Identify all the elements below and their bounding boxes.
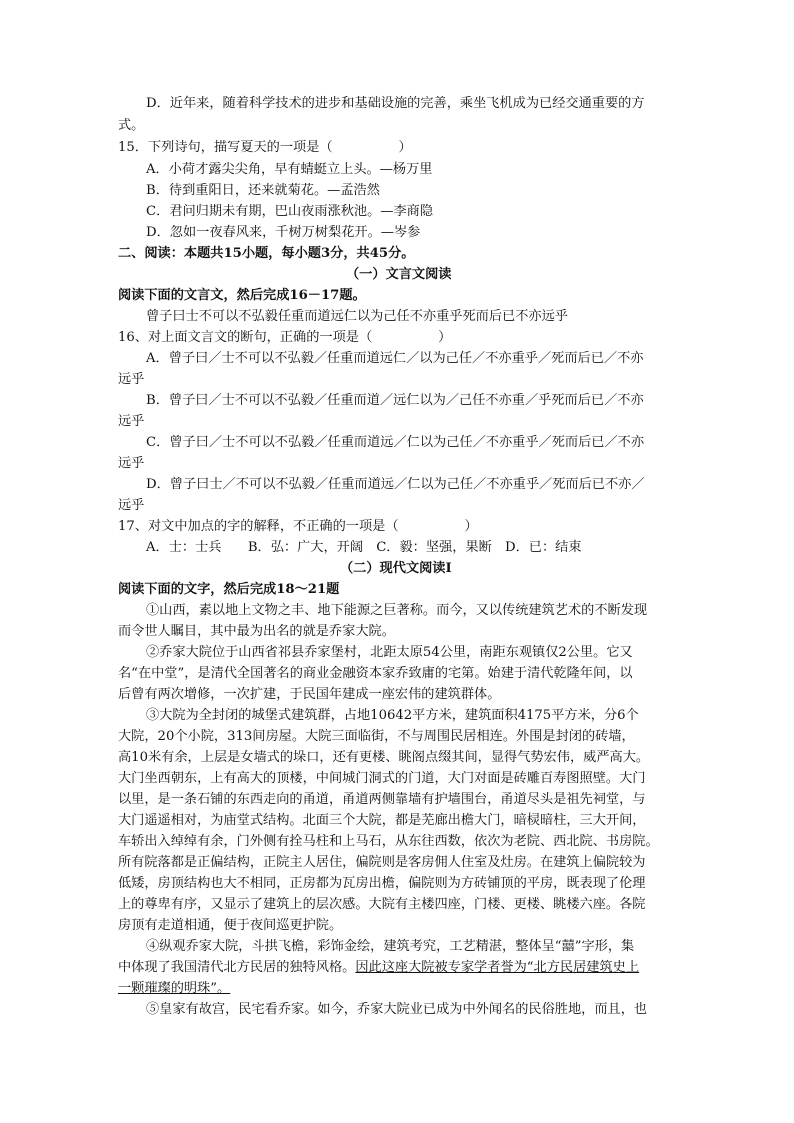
para3-line11: 房顶有走道相通，便于夜间巡更护院。 <box>118 918 343 933</box>
para2-line2: 名“在中堂”，是清代全国著名的商业金融资本家乔致庸的宅第。始建于清代乾隆年间，以 <box>118 666 633 681</box>
para3-line2: 大院，20个小院，313间房屋。大院三面临街，不与周围民居相连。外围是封闭的砖墙， <box>118 729 635 744</box>
section-two-heading: 二、阅读：本题共15小题，每小题3分，共45分。 <box>118 246 415 261</box>
question-15: 15．下列诗句，描写夏天的一项是（ ） <box>118 140 412 155</box>
subsection-modern-heading: （二）现代文阅读Ⅰ <box>340 561 452 576</box>
option-d-16-line1: D．曾子曰士／不可以不弘毅／任重而道远／仁以为己任／不亦重乎／死而后已不亦／ <box>146 477 645 492</box>
para4-line2-plain: 中体现了我国清代北方民居的独特风格。 <box>118 960 356 975</box>
para3-line3: 高10米有余，上层是女墙式的垛口，还有更楼、眺阁点缀其间，显得气势宏伟，威严高大。 <box>118 750 650 765</box>
option-a-16-line2: 远乎 <box>118 372 145 387</box>
option-a-15: A．小荷才露尖尖角，早有蜻蜓立上头。—杨万里 <box>146 162 433 177</box>
question-17: 17、对文中加点的字的解释，不正确的一项是（ ） <box>118 519 478 534</box>
para3-line5: 以里，是一条石铺的东西走向的甬道，甬道两侧靠墙有护墙围台，甬道尽头是祖先祠堂，与 <box>118 792 646 807</box>
para5-line1: ⑤皇家有故宫，民宅看乔家。如今，乔家大院业已成为中外闻名的民俗胜地，而且，也 <box>146 1002 648 1017</box>
para3-line8: 所有院落都是正偏结构，正院主人居住，偏院则是客房佣人住室及灶房。在建筑上偏院较为 <box>118 855 646 870</box>
option-d-14-line2: 式。 <box>118 118 145 133</box>
option-a-16-line1: A．曾子曰／士不可以不弘毅／任重而道远仁／以为己任／不亦重乎／死而后已／不亦 <box>146 351 644 366</box>
option-d-15: D．忽如一夜春风来，千树万树梨花开。—岑参 <box>146 225 421 240</box>
option-c-16-line2: 远乎 <box>118 456 145 471</box>
classical-text: 曾子曰士不可以不弘毅任重而道远仁以为己任不亦重乎死而后已不亦远乎 <box>146 309 568 324</box>
question-17-options: A．士：士兵 B．弘：广大，开阔 C．毅：坚强，果断 D．已：结束 <box>146 540 582 555</box>
classical-instruction: 阅读下面的文言文，然后完成16－17题。 <box>118 288 366 303</box>
para3-line6: 大门遥遥相对，为庙堂式结构。北面三个大院，都是芜廊出檐大门，暗棂暗柱，三大开间， <box>118 813 646 828</box>
option-c-16-line1: C．曾子曰／士不可以不弘毅／任重而道远／仁以为己任／不亦重乎／死而后已／不亦 <box>146 435 645 450</box>
para1-line1: ①山西，素以地上文物之丰、地下能源之巨著称。而今，又以传统建筑艺术的不断发现 <box>146 603 648 618</box>
option-d-14-line1: D．近年来，随着科学技术的进步和基础设施的完善，乘坐飞机成为已经交通重要的方 <box>146 96 645 111</box>
para4-line3-underlined: 一颗璀璨的明珠”。 <box>118 981 231 996</box>
para3-line1: ③大院为全封闭的城堡式建筑群，占地10642平方米，建筑面积4175平方米，分6个 <box>146 708 639 723</box>
question-16: 16、对上面文言文的断句，正确的一项是（ ） <box>118 330 452 345</box>
option-b-16-line2: 远乎 <box>118 414 145 429</box>
option-b-16-line1: B．曾子曰／士不可以不弘毅／任重而道／远仁以为／己任不亦重／乎死而后已／不亦 <box>146 393 644 408</box>
para3-line7: 车轿出入绰绰有余，门外侧有拴马柱和上马石，从东往西数，依次为老院、西北院、书房院。 <box>118 834 659 849</box>
para3-line4: 大门坐西朝东，上有高大的顶楼，中间城门洞式的门道，大门对面是砖雕百寿图照壁。大门 <box>118 771 646 786</box>
para4-line2 <box>118 958 639 978</box>
para1-line2: 而令世人瞩目，其中最为出名的就是乔家大院。 <box>118 624 395 639</box>
modern-instruction: 阅读下面的文字，然后完成18～21题 <box>118 582 340 597</box>
para3-line10: 上的尊卑有序，又显示了建筑上的层次感。大院有主楼四座，门楼、更楼、眺楼六座。各院 <box>118 897 646 912</box>
para4-line1: ④纵观乔家大院，斗拱飞檐，彩饰金绘，建筑考究，工艺精湛，整体呈“囍”字形，集 <box>146 939 635 954</box>
option-d-16-line2: 远乎 <box>118 498 145 513</box>
option-c-15: C．君问归期未有期，巴山夜雨涨秋池。—李商隐 <box>146 204 434 219</box>
para2-line1: ②乔家大院位于山西省祁县乔家堡村，北距太原54公里，南距东观镇仅2公里。它又 <box>146 645 633 660</box>
para4-underlined-sentence: 因此这座大院被专家学者誉为“北方民居建筑史上 <box>355 960 640 975</box>
para3-line9: 低矮，房顶结构也大不相同，正房都为瓦房出檐，偏院则为方砖铺顶的平房，既表现了伦理 <box>118 876 646 891</box>
option-b-15: B．待到重阳日，还来就菊花。—孟浩然 <box>146 183 380 198</box>
subsection-classical-heading: （一）文言文阅读 <box>346 267 452 282</box>
para2-line3: 后曾有两次增修，一次扩建，于民国年建成一座宏伟的建筑群体。 <box>118 687 501 702</box>
